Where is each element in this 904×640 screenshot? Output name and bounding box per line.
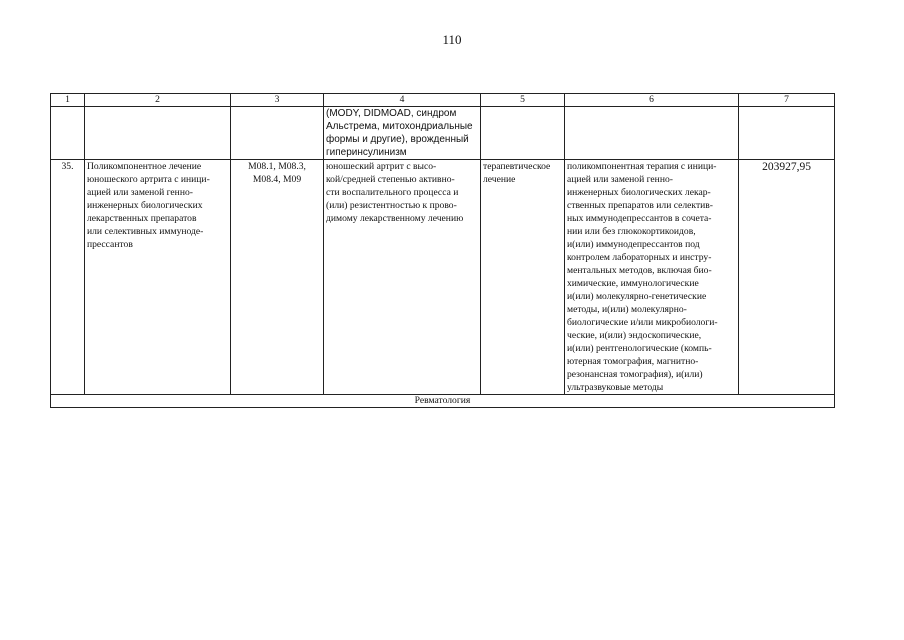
method-description-line: ных иммунодепрессантов в сочета-	[567, 213, 712, 224]
patient-model-line: сти воспалительного процесса и	[326, 187, 459, 198]
method-name-line: или селективных иммуноде-	[87, 226, 204, 237]
column-number-row	[51, 94, 835, 107]
continuation-cell-2	[85, 107, 231, 160]
method-description-line: методы, и(или) молекулярно-	[567, 304, 687, 315]
method-name-line: прессантов	[87, 239, 133, 250]
medical-care-table	[50, 93, 835, 408]
continuation-cell-3	[231, 107, 324, 160]
patient-model-line: юношеский артрит с высо-	[326, 161, 437, 172]
continuation-line: формы и другие), врожденный	[326, 134, 469, 145]
method-name-line: Поликомпонентное лечение	[87, 161, 202, 172]
method-description-line: ютерная томография, магнитно-	[567, 356, 699, 367]
method-description-cell	[565, 160, 739, 395]
continuation-line: (MODY, DIDMOAD, синдром	[326, 108, 457, 119]
method-description-line: и(или) иммунодепрессантов под	[567, 239, 700, 250]
method-description-line: поликомпонентная терапия с иници-	[567, 161, 717, 172]
section-row	[51, 395, 835, 408]
method-description-line: ческие, и(или) эндоскопические,	[567, 330, 702, 341]
column-number-3: 3	[231, 94, 324, 107]
continuation-row	[51, 107, 835, 160]
table-row-35	[51, 160, 835, 395]
treatment-type-line: терапевтическое	[483, 161, 551, 172]
method-description-line: нии или без глюкокортикоидов,	[567, 226, 696, 237]
method-description-line: биологические и/или микробиологи-	[567, 317, 718, 328]
method-description-line: ментальных методов, включая био-	[567, 265, 712, 276]
method-description-line: и(или) молекулярно-генетические	[567, 291, 707, 302]
continuation-model-cell	[324, 107, 481, 160]
continuation-line: Альстрема, митохондриальные	[326, 121, 473, 132]
column-number-6: 6	[565, 94, 739, 107]
method-description-line: контролем лабораторных и инстру-	[567, 252, 712, 263]
continuation-cell-6	[565, 107, 739, 160]
icd-codes-line: M08.1, M08.3,	[248, 161, 306, 172]
continuation-cell-7	[739, 107, 835, 160]
method-name-line: лекарственных препаратов	[87, 213, 197, 224]
patient-model-line: кой/средней степенью активно-	[326, 174, 455, 185]
price-cell: 203927,95	[739, 160, 835, 395]
method-name-line: ацией или заменой генно-	[87, 187, 193, 198]
column-number-7: 7	[739, 94, 835, 107]
continuation-cell-1	[51, 107, 85, 160]
method-description-line: ультразвуковые методы	[567, 382, 664, 393]
method-name-line: инженерных биологических	[87, 200, 203, 211]
section-title: Ревматология	[51, 395, 835, 408]
method-description-line: и(или) рентгенологические (компь-	[567, 343, 712, 354]
column-number-5: 5	[481, 94, 565, 107]
method-description-line: инженерных биологических лекар-	[567, 187, 711, 198]
patient-model-cell	[324, 160, 481, 395]
treatment-type-line: лечение	[483, 174, 516, 185]
icd-codes-line: M08.4, M09	[252, 174, 302, 185]
column-number-1: 1	[51, 94, 85, 107]
method-description-line: ацией или заменой генно-	[567, 174, 673, 185]
continuation-line: гиперинсулинизм	[326, 147, 407, 158]
patient-model-line: димому лекарственному лечению	[326, 213, 464, 224]
patient-model-line: (или) резистентностью к прово-	[326, 200, 457, 211]
method-description-line: ственных препаратов или селектив-	[567, 200, 713, 211]
row-number: 35.	[51, 160, 85, 395]
column-number-4: 4	[324, 94, 481, 107]
method-description-line: резонансная томография), и(или)	[567, 369, 703, 380]
icd-codes-cell	[231, 160, 324, 395]
method-name-cell	[85, 160, 231, 395]
column-number-2: 2	[85, 94, 231, 107]
method-name-line: юношеского артрита с иници-	[87, 174, 210, 185]
treatment-type-cell	[481, 160, 565, 395]
page-number: 110	[442, 32, 462, 47]
continuation-cell-5	[481, 107, 565, 160]
method-description-line: химические, иммунологические	[567, 278, 699, 289]
